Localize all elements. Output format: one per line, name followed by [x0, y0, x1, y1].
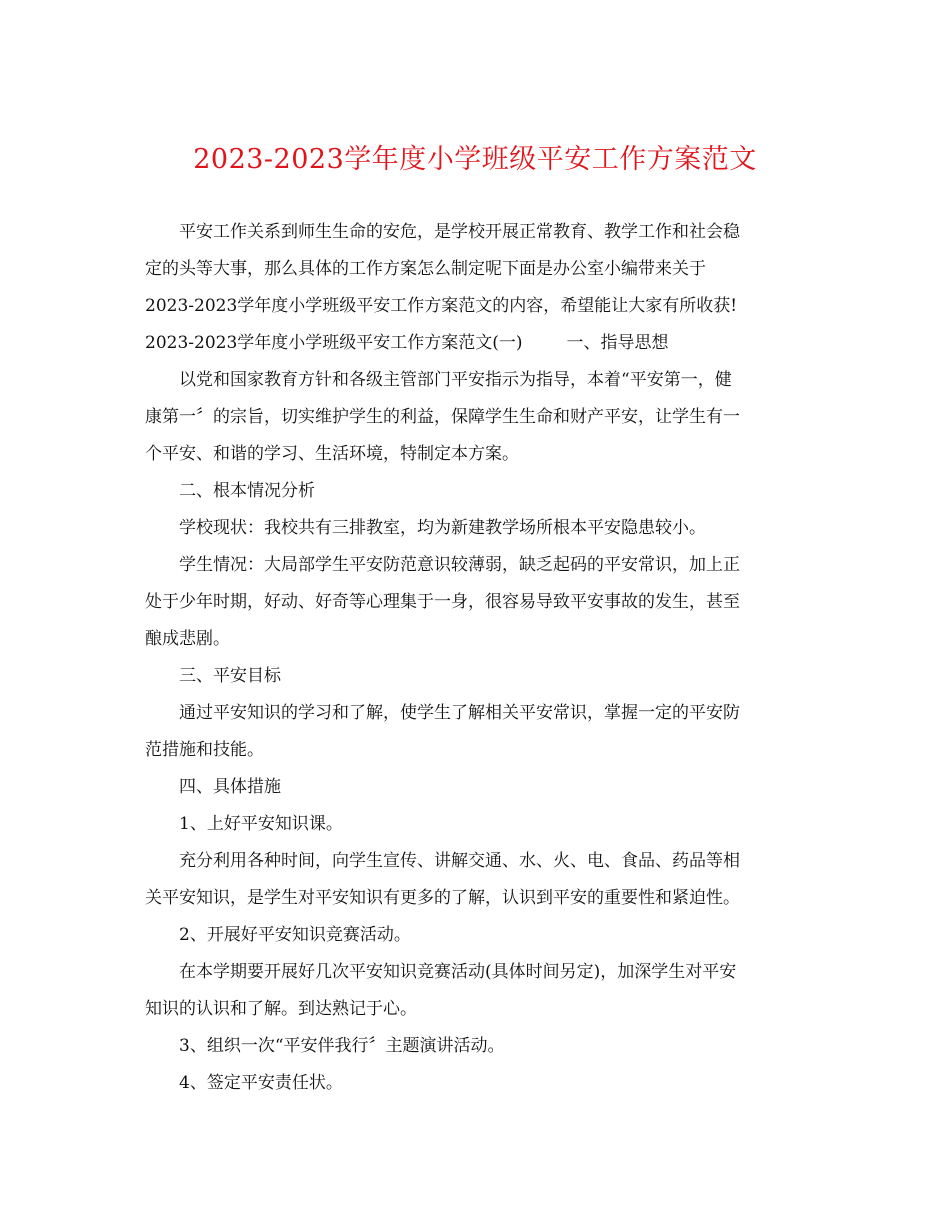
student-line-1: 学生情况：大局部学生平安防范意识较薄弱，缺乏起码的平安常识，加上正 [179, 555, 740, 575]
guiding-line-1: 以党和国家教育方针和各级主管部门平安指示为指导，本着“平安第一，健 [179, 370, 732, 390]
guiding-line-3: 个平安、和谐的学习、生活环境，特制定本方案。 [145, 444, 519, 464]
heading-safety-goal: 三、平安目标 [179, 666, 281, 686]
intro-line-1: 平安工作关系到师生生命的安危，是学校开展正常教育、教学工作和社会稳 [179, 222, 740, 242]
measure-4-heading: 4、签定平安责任状。 [179, 1073, 343, 1093]
goal-line-2: 范措施和技能。 [145, 740, 264, 760]
heading-guiding-thought: 一、指导思想 [566, 333, 669, 353]
measure-3-heading: 3、组织一次“平安伴我行〞主题演讲活动。 [179, 1036, 505, 1056]
document-body [145, 214, 805, 1102]
goal-paragraph [145, 695, 805, 769]
page-title: 2023-2023学年度小学班级平安工作方案范文 [193, 144, 757, 175]
intro-paragraph [145, 214, 805, 362]
measure-1-paragraph [145, 843, 805, 917]
guiding-line-2: 康第一〞的宗旨，切实维护学生的利益，保障学生生命和财产平安，让学生有一 [145, 407, 740, 427]
measure-2-line-1: 在本学期要开展好几次平安知识竞赛活动(具体时间另定)，加深学生对平安 [179, 962, 737, 982]
intro-line-4 [145, 325, 805, 362]
goal-line-1: 通过平安知识的学习和了解，使学生了解相关平安常识，掌握一定的平安防 [179, 703, 740, 723]
sub-title-1: 2023-2023学年度小学班级平安工作方案范文(一) [145, 333, 523, 353]
student-line-2: 处于少年时期，好动、好奇等心理集于一身，很容易导致平安事故的发生，甚至 [145, 592, 740, 612]
heading-basic-situation: 二、根本情况分析 [179, 481, 315, 501]
measure-2-heading: 2、开展好平安知识竞赛活动。 [179, 925, 411, 945]
heading-measures: 四、具体措施 [179, 777, 281, 797]
intro-line-2: 定的头等大事，那么具体的工作方案怎么制定呢下面是办公室小编带来关于 [145, 259, 706, 279]
measure-1-line-1: 充分利用各种时间，向学生宣传、讲解交通、水、火、电、食品、药品等相 [179, 851, 740, 871]
measure-2-paragraph [145, 954, 805, 1028]
student-line-3: 酿成悲剧。 [145, 629, 230, 649]
guiding-paragraph [145, 362, 805, 473]
measure-1-heading: 1、上好平安知识课。 [179, 814, 343, 834]
school-status-paragraph: 学校现状：我校共有三排教室，均为新建教学场所根本平安隐患较小。 [179, 518, 706, 538]
measure-2-line-2: 知识的认识和了解。到达熟记于心。 [145, 999, 417, 1019]
measure-1-line-2: 关平安知识，是学生对平安知识有更多的了解，认识到平安的重要性和紧迫性。 [145, 888, 740, 908]
student-status-paragraph [145, 547, 805, 658]
intro-line-3: 2023-2023学年度小学班级平安工作方案范文的内容，希望能让大家有所收获! [145, 296, 738, 316]
